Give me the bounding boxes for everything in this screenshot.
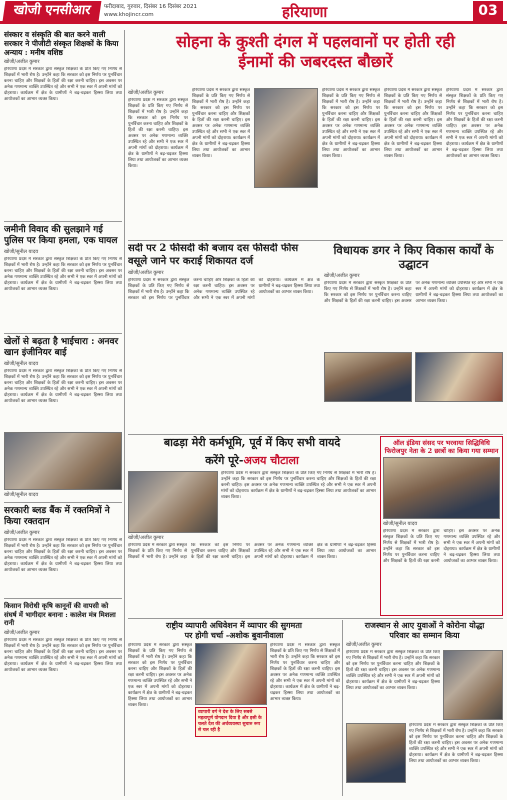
lead-body-col3: [322, 88, 380, 238]
lead-bottom-rule: [128, 240, 503, 241]
bottom-right-byline: खोजी/अजीत कुमार: [346, 642, 382, 648]
mid2-story: [324, 243, 503, 433]
section-title: हरियाणा: [282, 3, 328, 21]
mid2-photo-1: [324, 352, 412, 402]
mid2-headline: विधायक डगर ने किए विकास कार्यों के उद्घाटन: [333, 243, 494, 271]
left5-byline: खोजी/अजीत कुमार: [4, 629, 40, 636]
bottom-right-headline-line1: राजस्थान से आए युवाओं ने कोरोना योद्धा: [364, 620, 485, 630]
mid3-body-b: हरियाणा प्रदेश में सरकार द्वारा संस्कृत शिक्षकों के प्रति किए गए निर्णय से शिक्षकों में भारी रोष है। उन्होंने कहा कि सरकार को इस निर्णय पर पुनर्विचार करना चाहिए और शिक्षकों के हितों की रक्षा करनी चाहिए। इस अवसर पर अनेक गणमान्य व्यक्ति उपस्थित रहे और सभी ने एक स्वर में अपनी मांगों को दोहराया। कार्यक्रम में क्षेत्र के ग्रामीणों ने बढ़-चढ़कर हिस्सा लिया तथा आयोजकों का आभार व्यक्त किया।: [128, 543, 376, 560]
page-number: 03: [473, 1, 503, 21]
left4-byline: खोजी/अजीत कुमार: [4, 530, 40, 536]
lead-photo-wrestlers: [254, 88, 318, 188]
left4-body: हरियाणा प्रदेश में सरकार द्वारा संस्कृत शिक्षकों के प्रति किए गए निर्णय से शिक्षकों में भारी रोष है। उन्होंने कहा कि सरकार को इस निर्णय पर पुनर्विचार करना चाहिए और शिक्षकों के हितों की रक्षा करनी चाहिए। इस अवसर पर अनेक गणमान्य व्यक्ति उपस्थित रहे और सभी ने एक स्वर में अपनी मांगों को दोहराया। कार्यक्रम में क्षेत्र के ग्रामीणों ने बढ़-चढ़कर हिस्सा लिया तथा आयोजकों का आभार व्यक्त किया।: [4, 538, 122, 573]
left1-byline: खोजी/अजीत कुमार: [4, 59, 40, 65]
lead-body-col4: [384, 88, 442, 238]
bottom-right-body-a: हरियाणा प्रदेश में सरकार द्वारा संस्कृत शिक्षकों के प्रति किए गए निर्णय से शिक्षकों में भारी रोष है। उन्होंने कहा कि सरकार को इस निर्णय पर पुनर्विचार करना चाहिए और शिक्षकों के हितों की रक्षा करनी चाहिए। इस अवसर पर अनेक गणमान्य व्यक्ति उपस्थित रहे और सभी ने एक स्वर में अपनी मांगों को दोहराया। कार्यक्रम में क्षेत्र के ग्रामीणों ने बढ़-चढ़कर हिस्सा लिया तथा आयोजकों का आभार व्यक्त किया।: [346, 650, 440, 691]
right-box-headline: ऑल इंडिया संसद पर भरवाया सिद्धिविधि फिरोजपुर नेता के 2 छात्रों का किया गया सम्मान: [384, 439, 499, 455]
lead-body-col2: [192, 88, 250, 238]
mid3-headline-line1: बाढड़ा मेरी कर्मभूमि, पूर्व में किए सभी वायदे: [163, 436, 341, 449]
left5-body: हरियाणा प्रदेश में सरकार द्वारा संस्कृत शिक्षकों के प्रति किए गए निर्णय से शिक्षकों में भारी रोष है। उन्होंने कहा कि सरकार को इस निर्णय पर पुनर्विचार करना चाहिए और शिक्षकों के हितों की रक्षा करनी चाहिए। इस अवसर पर अनेक गणमान्य व्यक्ति उपस्थित रहे और सभी ने एक स्वर में अपनी मांगों को दोहराया। कार्यक्रम में क्षेत्र के ग्रामीणों ने बढ़-चढ़कर हिस्सा लिया तथा आयोजकों का आभार व्यक्त किया।: [4, 637, 122, 673]
masthead: [0, 0, 507, 24]
right-box-body: हरियाणा प्रदेश में सरकार द्वारा संस्कृत शिक्षकों के प्रति किए गए निर्णय से शिक्षकों में भारी रोष है। उन्होंने कहा कि सरकार को इस निर्णय पर पुनर्विचार करना चाहिए और शिक्षकों के हितों की रक्षा करनी चाहिए। इस अवसर पर अनेक गणमान्य व्यक्ति उपस्थित रहे और सभी ने एक स्वर में अपनी मांगों को दोहराया। कार्यक्रम में क्षेत्र के ग्रामीणों ने बढ़-चढ़कर हिस्सा लिया तथा आयोजकों का आभार व्यक्त किया।: [383, 529, 500, 564]
mid1-headline: सदी पर 2 फीसदी की बजाय दस फीसदी फीस वसूले जाने पर कराई शिकायत दर्ज: [128, 243, 299, 267]
bottom-mid-headline-line2: पर होगी चर्चा -अशोक बुवानीवाला: [184, 630, 284, 640]
left2-headline: जमीनी विवाद की सुलझाने गई पुलिस पर किया हमला, एक घायल: [4, 221, 122, 247]
right-box-photo: [383, 457, 500, 519]
mid3-body-a: हरियाणा प्रदेश में सरकार द्वारा संस्कृत शिक्षकों के प्रति किए गए निर्णय से शिक्षकों में भारी रोष है। उन्होंने कहा कि सरकार को इस निर्णय पर पुनर्विचार करना चाहिए और शिक्षकों के हितों की रक्षा करनी चाहिए। इस अवसर पर अनेक गणमान्य व्यक्ति उपस्थित रहे और सभी ने एक स्वर में अपनी मांगों को दोहराया। कार्यक्रम में क्षेत्र के ग्रामीणों ने बढ़-चढ़कर हिस्सा लिया तथा आयोजकों का आभार व्यक्त किया।: [221, 471, 376, 500]
mid3-headline-red: अजय चौटाला: [243, 454, 299, 467]
column-divider-bottom: [342, 620, 343, 796]
right-box-story: [380, 436, 503, 616]
mid2-body: हरियाणा प्रदेश में सरकार द्वारा संस्कृत शिक्षकों के प्रति किए गए निर्णय से शिक्षकों में भारी रोष है। उन्होंने कहा कि सरकार को इस निर्णय पर पुनर्विचार करना चाहिए और शिक्षकों के हितों की रक्षा करनी चाहिए। इस अवसर पर अनेक गणमान्य व्यक्ति उपस्थित रहे और सभी ने एक स्वर में अपनी मांगों को दोहराया। कार्यक्रम में क्षेत्र के ग्रामीणों ने बढ़-चढ़कर हिस्सा लिया तथा आयोजकों का आभार व्यक्त किया।: [324, 281, 503, 304]
lead-body-4: हरियाणा प्रदेश में सरकार द्वारा संस्कृत शिक्षकों के प्रति किए गए निर्णय से शिक्षकों में भारी रोष है। उन्होंने कहा कि सरकार को इस निर्णय पर पुनर्विचार करना चाहिए और शिक्षकों के हितों की रक्षा करनी चाहिए। इस अवसर पर अनेक गणमान्य व्यक्ति उपस्थित रहे और सभी ने एक स्वर में अपनी मांगों को दोहराया। कार्यक्रम में क्षेत्र के ग्रामीणों ने बढ़-चढ़कर हिस्सा लिया तथा आयोजकों का आभार व्यक्त किया।: [384, 88, 442, 159]
left2-byline: खोजी/सुनील यादव: [4, 249, 39, 255]
left2-body: हरियाणा प्रदेश में सरकार द्वारा संस्कृत शिक्षकों के प्रति किए गए निर्णय से शिक्षकों में भारी रोष है। उन्होंने कहा कि सरकार को इस निर्णय पर पुनर्विचार करना चाहिए और शिक्षकों के हितों की रक्षा करनी चाहिए। इस अवसर पर अनेक गणमान्य व्यक्ति उपस्थित रहे और सभी ने एक स्वर में अपनी मांगों को दोहराया। कार्यक्रम में क्षेत्र के ग्रामीणों ने बढ़-चढ़कर हिस्सा लिया तथा आयोजकों का आभार व्यक्त किया।: [4, 257, 122, 292]
lead-body-3: हरियाणा प्रदेश में सरकार द्वारा संस्कृत शिक्षकों के प्रति किए गए निर्णय से शिक्षकों में भारी रोष है। उन्होंने कहा कि सरकार को इस निर्णय पर पुनर्विचार करना चाहिए और शिक्षकों के हितों की रक्षा करनी चाहिए। इस अवसर पर अनेक गणमान्य व्यक्ति उपस्थित रहे और सभी ने एक स्वर में अपनी मांगों को दोहराया। कार्यक्रम में क्षेत्र के ग्रामीणों ने बढ़-चढ़कर हिस्सा लिया तथा आयोजकों का आभार व्यक्त किया।: [322, 88, 380, 159]
lead-body-left: [128, 88, 188, 238]
mid3-photo: [128, 471, 218, 533]
mid1-body: हरियाणा प्रदेश में सरकार द्वारा संस्कृत शिक्षकों के प्रति किए गए निर्णय से शिक्षकों में भारी रोष है। उन्होंने कहा कि सरकार को इस निर्णय पर पुनर्विचार करना चाहिए और शिक्षकों के हितों की रक्षा करनी चाहिए। इस अवसर पर अनेक गणमान्य व्यक्ति उपस्थित रहे और सभी ने एक स्वर में अपनी मांगों को दोहराया। कार्यक्रम में क्षेत्र के ग्रामीणों ने बढ़-चढ़कर हिस्सा लिया तथा आयोजकों का आभार व्यक्त किया।: [128, 278, 320, 301]
bottom-right-photo-1: [443, 650, 503, 720]
left3-body: हरियाणा प्रदेश में सरकार द्वारा संस्कृत शिक्षकों के प्रति किए गए निर्णय से शिक्षकों में भारी रोष है। उन्होंने कहा कि सरकार को इस निर्णय पर पुनर्विचार करना चाहिए और शिक्षकों के हितों की रक्षा करनी चाहिए। इस अवसर पर अनेक गणमान्य व्यक्ति उपस्थित रहे और सभी ने एक स्वर में अपनी मांगों को दोहराया। कार्यक्रम में क्षेत्र के ग्रामीणों ने बढ़-चढ़कर हिस्सा लिया तथा आयोजकों का आभार व्यक्त किया।: [4, 369, 122, 404]
bottom-right-headline-line2: परिवार का सम्मान किया: [389, 630, 460, 640]
mid1-byline: खोजी/अजीत कुमार: [128, 270, 164, 276]
lead-body-2: हरियाणा प्रदेश में सरकार द्वारा संस्कृत शिक्षकों के प्रति किए गए निर्णय से शिक्षकों में भारी रोष है। उन्होंने कहा कि सरकार को इस निर्णय पर पुनर्विचार करना चाहिए और शिक्षकों के हितों की रक्षा करनी चाहिए। इस अवसर पर अनेक गणमान्य व्यक्ति उपस्थित रहे और सभी ने एक स्वर में अपनी मांगों को दोहराया। कार्यक्रम में क्षेत्र के ग्रामीणों ने बढ़-चढ़कर हिस्सा लिया तथा आयोजकों का आभार व्यक्त किया।: [192, 88, 250, 159]
right-box-byline: खोजी/सुनील यादव: [383, 521, 418, 527]
lead-body-1: हरियाणा प्रदेश में सरकार द्वारा संस्कृत शिक्षकों के प्रति किए गए निर्णय से शिक्षकों में भारी रोष है। उन्होंने कहा कि सरकार को इस निर्णय पर पुनर्विचार करना चाहिए और शिक्षकों के हितों की रक्षा करनी चाहिए। इस अवसर पर अनेक गणमान्य व्यक्ति उपस्थित रहे और सभी ने एक स्वर में अपनी मांगों को दोहराया। कार्यक्रम में क्षेत्र के ग्रामीणों ने बढ़-चढ़कर हिस्सा लिया तथा आयोजकों का आभार व्यक्त किया।: [128, 98, 188, 169]
mid3-headline-line2: करेंगे पूरे-: [205, 454, 244, 467]
lead-body-5: हरियाणा प्रदेश में सरकार द्वारा संस्कृत शिक्षकों के प्रति किए गए निर्णय से शिक्षकों में भारी रोष है। उन्होंने कहा कि सरकार को इस निर्णय पर पुनर्विचार करना चाहिए और शिक्षकों के हितों की रक्षा करनी चाहिए। इस अवसर पर अनेक गणमान्य व्यक्ति उपस्थित रहे और सभी ने एक स्वर में अपनी मांगों को दोहराया। कार्यक्रम में क्षेत्र के ग्रामीणों ने बढ़-चढ़कर हिस्सा लिया तथा आयोजकों का आभार व्यक्त किया।: [446, 88, 503, 159]
masthead-website: www.khojincr.com: [104, 12, 154, 18]
lead-byline: खोजी/अजीत कुमार: [128, 90, 164, 96]
bottom-right-photo-2: [346, 723, 406, 783]
left3-byline: खोजी/सुनील यादव: [4, 361, 39, 367]
left3-headline: खेलों से बढ़ता है भाईचारा : अनवर खान इंजीनियर बाई: [4, 333, 122, 359]
left1-body: हरियाणा प्रदेश में सरकार द्वारा संस्कृत शिक्षकों के प्रति किए गए निर्णय से शिक्षकों में भारी रोष है। उन्होंने कहा कि सरकार को इस निर्णय पर पुनर्विचार करना चाहिए और शिक्षकों के हितों की रक्षा करनी चाहिए। इस अवसर पर अनेक गणमान्य व्यक्ति उपस्थित रहे और सभी ने एक स्वर में अपनी मांगों को दोहराया। कार्यक्रम में क्षेत्र के ग्रामीणों ने बढ़-चढ़कर हिस्सा लिया तथा आयोजकों का आभार व्यक्त किया।: [4, 67, 122, 102]
bottom-mid-body-a: हरियाणा प्रदेश में सरकार द्वारा संस्कृत शिक्षकों के प्रति किए गए निर्णय से शिक्षकों में भारी रोष है। उन्होंने कहा कि सरकार को इस निर्णय पर पुनर्विचार करना चाहिए और शिक्षकों के हितों की रक्षा करनी चाहिए। इस अवसर पर अनेक गणमान्य व्यक्ति उपस्थित रहे और सभी ने एक स्वर में अपनी मांगों को दोहराया। कार्यक्रम में क्षेत्र के ग्रामीणों ने बढ़-चढ़कर हिस्सा लिया तथा आयोजकों का आभार व्यक्त किया।: [128, 643, 192, 708]
bottom-mid-story: [128, 620, 340, 796]
mid-row-rule: [128, 434, 503, 435]
lead-headline-line2: ईनामों की जबरदस्त बौछारें: [238, 52, 393, 71]
left1-headline: संस्कार व संस्कृति की बात करने वाली सरकार ने पीजीटी संस्कृत शिक्षकों के किया अन्याय : मनीष वशिष्ठ: [4, 30, 119, 57]
left3-photo: [4, 432, 122, 490]
mid2-photo-2: [415, 352, 503, 402]
lead-body-col5: [446, 88, 503, 238]
lead-story: [128, 32, 503, 84]
bottom-mid-quote: व्यापारी वर्ग ने देश के लिए सबसे महत्वपूर्ण योगदान दिया है और इसी के चलते देश की अर्थव्यवस्था सुचारु रूप से चल रही है: [195, 707, 267, 737]
masthead-date: फरीदाबाद, गुरुवार, दिसंबर 16 दिसंबर 2021: [104, 4, 198, 10]
bottom-right-story: [346, 620, 503, 796]
bottom-mid-headline-line1: राष्ट्रीय व्यापारी अधिवेशन में व्यापार की सुगमता: [166, 620, 302, 630]
newspaper-logo[interactable]: खोजी एनसीआर: [3, 1, 102, 21]
mid3-story: [128, 436, 376, 616]
bottom-mid-body-b: हरियाणा प्रदेश में सरकार द्वारा संस्कृत शिक्षकों के प्रति किए गए निर्णय से शिक्षकों में भारी रोष है। उन्होंने कहा कि सरकार को इस निर्णय पर पुनर्विचार करना चाहिए और शिक्षकों के हितों की रक्षा करनी चाहिए। इस अवसर पर अनेक गणमान्य व्यक्ति उपस्थित रहे और सभी ने एक स्वर में अपनी मांगों को दोहराया। कार्यक्रम में क्षेत्र के ग्रामीणों ने बढ़-चढ़कर हिस्सा लिया तथा आयोजकों का आभार व्यक्त किया।: [270, 643, 340, 702]
mid1-story: [128, 243, 320, 433]
bottom-right-body-b: हरियाणा प्रदेश में सरकार द्वारा संस्कृत शिक्षकों के प्रति किए गए निर्णय से शिक्षकों में भारी रोष है। उन्होंने कहा कि सरकार को इस निर्णय पर पुनर्विचार करना चाहिए और शिक्षकों के हितों की रक्षा करनी चाहिए। इस अवसर पर अनेक गणमान्य व्यक्ति उपस्थित रहे और सभी ने एक स्वर में अपनी मांगों को दोहराया। कार्यक्रम में क्षेत्र के ग्रामीणों ने बढ़-चढ़कर हिस्सा लिया तथा आयोजकों का आभार व्यक्त किया।: [409, 723, 503, 764]
left4-headline: सरकारी ब्लड बैंक में रक्तमित्रों ने किया रक्तदान: [4, 502, 122, 528]
column-divider-left: [124, 30, 125, 796]
left-column: [4, 30, 122, 796]
masthead-meta: [104, 3, 274, 19]
bottom-row-rule: [128, 618, 503, 619]
bottom-mid-photo: [195, 643, 267, 705]
mid2-byline: खोजी/अजीत कुमार: [324, 273, 360, 279]
left3-photo-caption: खोजी/सुनील यादव: [4, 492, 39, 498]
lead-headline-line1: सोहना के कुश्ती दंगल में पहलवानों पर होती रही: [176, 32, 455, 51]
mid3-byline: खोजी/अजीत कुमार: [128, 535, 164, 541]
left5-headline: किसान विरोधी कृषि कानूनों की वापसी को संघर्ष में भागीदार बनाना : कालेश मंत्र मिशला रानी: [4, 598, 122, 628]
